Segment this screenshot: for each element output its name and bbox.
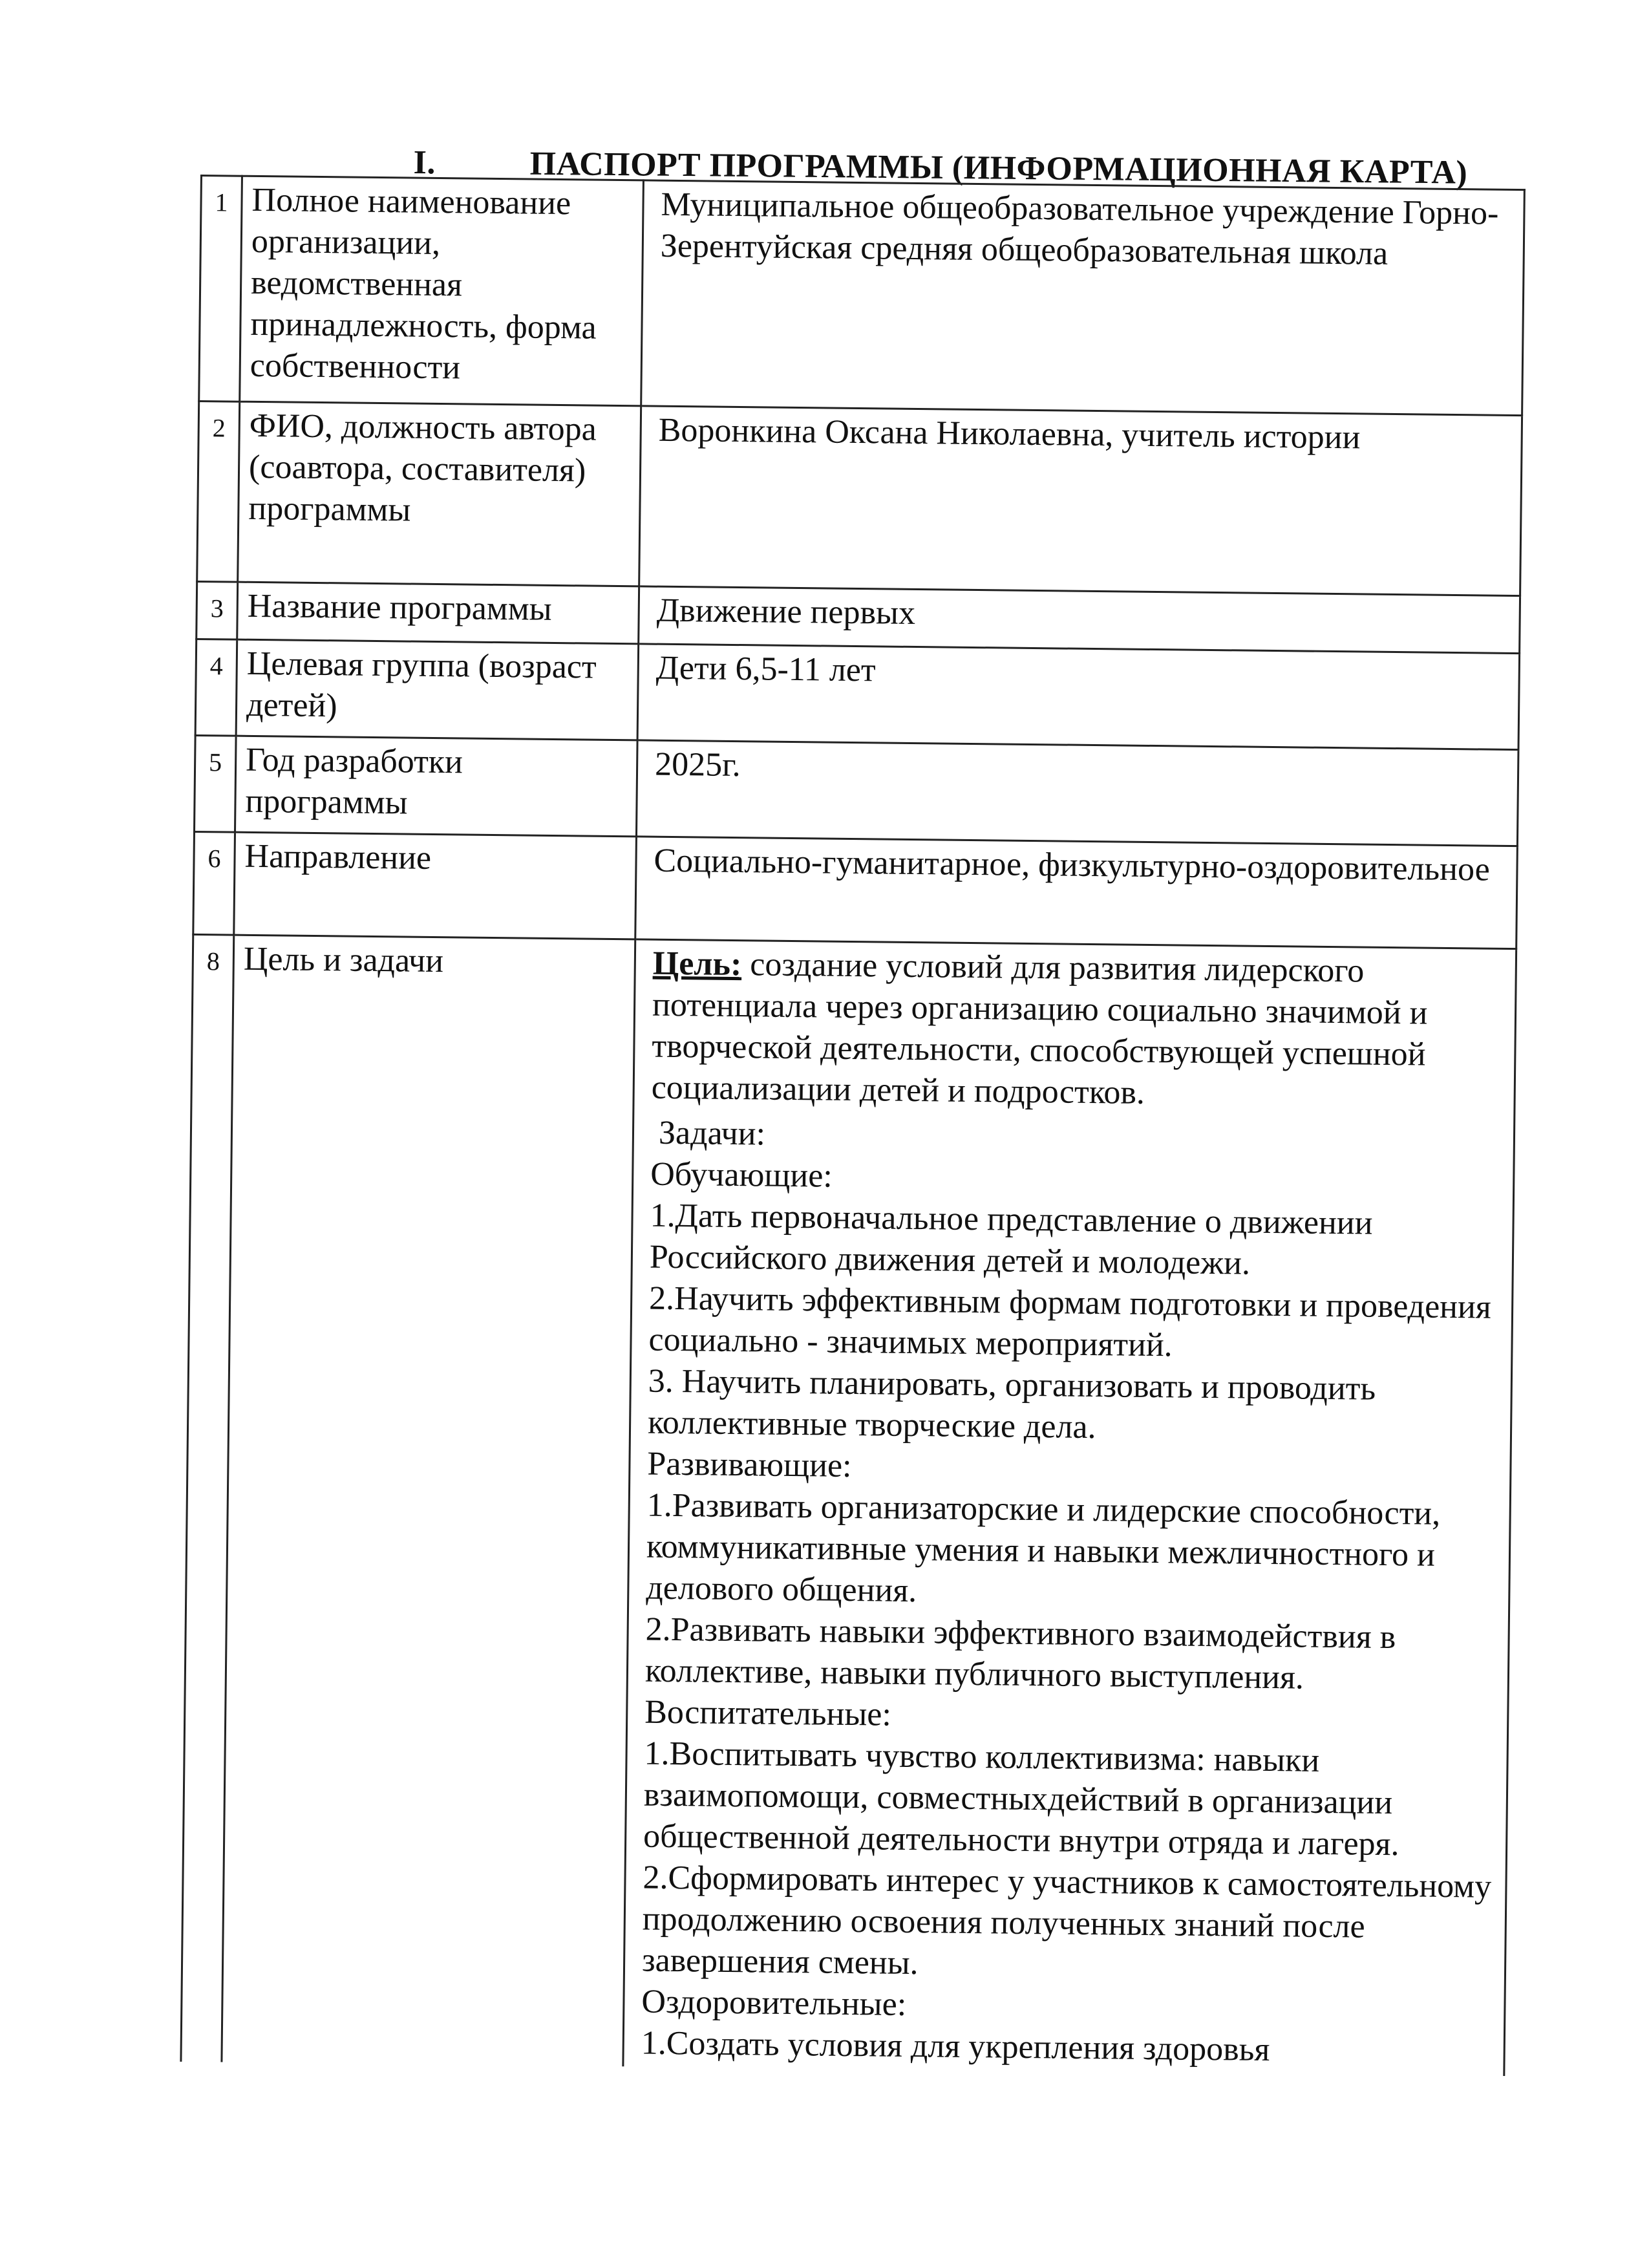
table-row xyxy=(195,735,1518,846)
row-number: 3 xyxy=(197,581,238,639)
row-label: Цель и задачи xyxy=(222,935,635,2066)
row-label: ФИО, должность автора (соавтора, составителя) программы xyxy=(238,401,641,586)
row-number: 5 xyxy=(195,735,237,832)
row-value: Муниципальное общеобразовательное учреждение Горно-Зерентуйская средняя общеобразовательная школа xyxy=(641,180,1525,416)
goal-paragraph xyxy=(651,943,1506,1118)
goal-label: Цель: xyxy=(652,945,742,983)
row-label: Название программы xyxy=(237,582,639,644)
table-row xyxy=(193,831,1518,948)
group-heading-health: Оздоровительные: xyxy=(641,1983,907,2023)
goals-cell xyxy=(623,939,1516,2076)
list-item: 1.Развивать организаторские и лидерские способности, коммуникативные умения и навыки межличностного и делового общения. xyxy=(646,1486,1441,1610)
list-item: 1.Воспитывать чувство коллективизма: навыки взаимопомощи, совместныхдействий в организации общественной деятельности внутри отряда и лагеря. xyxy=(643,1735,1399,1863)
group-heading-developing: Развивающие: xyxy=(647,1445,852,1485)
row-number: 2 xyxy=(197,401,240,582)
row-label: Направление xyxy=(234,832,637,939)
list-item: 2.Сформировать интерес у участников к самостоятельному продолжению освоения полученных знаний после завершения смены. xyxy=(641,1859,1492,1982)
row-label: Год разработки программы xyxy=(235,736,637,837)
list-item: 1.Дать первоначальное представление о движении Российского движения детей и молодежи. xyxy=(649,1197,1373,1282)
goal-text: создание условий для развития лидерского потенциала через организацию социально значимой и творческой деятельности, способствующей успешной социализации детей и подростков. xyxy=(651,946,1428,1111)
table-row xyxy=(195,639,1519,749)
row-number: 8 xyxy=(181,934,234,2062)
list-item: 1.Создать условия для укрепления здоровья xyxy=(641,2024,1270,2069)
table-row xyxy=(197,401,1522,595)
passport-table xyxy=(180,175,1525,2076)
row-number: 6 xyxy=(193,831,235,935)
list-item: 3. Научить планировать, организовать и проводить коллективные творческие дела. xyxy=(647,1362,1376,1446)
row-value: Воронкина Оксана Николаевна, учитель истории xyxy=(639,406,1522,596)
row-value: 2025г. xyxy=(636,740,1518,846)
section-number: I. xyxy=(413,144,436,182)
group-heading-educational: Воспитательные: xyxy=(644,1693,892,1733)
row-number: 4 xyxy=(195,639,237,736)
row-label: Полное наименование организации, ведомственная принадлежность, форма собственности xyxy=(240,176,644,406)
row-number: 1 xyxy=(199,176,242,402)
table-row xyxy=(199,176,1525,416)
section-title: ПАСПОРТ ПРОГРАММЫ (ИНФОРМАЦИОННАЯ КАРТА) xyxy=(529,145,1468,191)
row-value: Социально-гуманитарное, физкультурно-оздоровительное xyxy=(635,837,1518,949)
list-item: 2.Развивать навыки эффективного взаимодействия в коллективе, навыки публичного выступления. xyxy=(644,1610,1396,1696)
table-row-goals xyxy=(181,934,1516,2076)
group-heading-teaching: Обучающие: xyxy=(650,1155,833,1195)
tasks-heading: Задачи: xyxy=(658,1114,766,1153)
row-value: Дети 6,5-11 лет xyxy=(637,644,1520,750)
passport-table-wrapper xyxy=(180,175,1525,2076)
list-item: 2.Научить эффективным формам подготовки и проведения социально - значимых мероприятий. xyxy=(648,1279,1492,1364)
row-value: Движение первых xyxy=(639,586,1520,654)
row-label: Целевая группа (возраст детей) xyxy=(236,639,639,740)
